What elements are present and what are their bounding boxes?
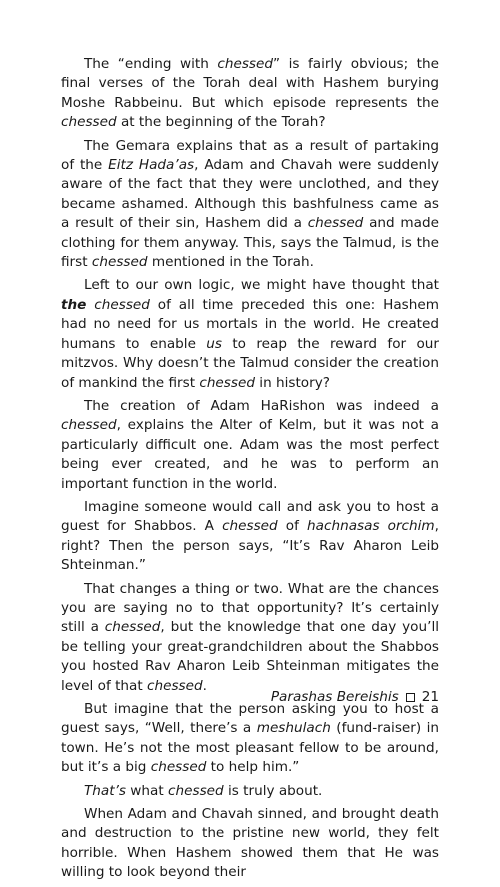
text-run: of all time preceded this one: Hashem had no need for us mortals in the world. He created humans to enable bbox=[61, 296, 439, 352]
emphasis-italic: Eitz Hada’as bbox=[108, 157, 195, 174]
text-run: But imagine that the person asking you to host a guest says, “Well, there’s a bbox=[61, 701, 439, 737]
paragraph bbox=[61, 805, 439, 883]
emphasis-italic: chessed bbox=[61, 114, 117, 131]
emphasis-italic: chessed bbox=[168, 782, 224, 799]
emphasis-italic: chessed bbox=[94, 296, 150, 313]
text-run: When Adam and Chavah sinned, and brought death and destruction to the pristine new world, they felt horrible. When Hashem showed them that He was willing to look beyond their bbox=[61, 806, 439, 881]
text-run: (fund-raiser) in town. He’s not the most pleasant fellow to be around, but it’s a big bbox=[61, 720, 439, 776]
emphasis-bold-italic: the bbox=[61, 296, 87, 313]
emphasis-italic: That’s bbox=[84, 782, 126, 799]
text-run: to help him.” bbox=[206, 759, 300, 776]
emphasis-italic: chessed bbox=[199, 374, 255, 391]
paragraph bbox=[61, 700, 439, 778]
paragraph bbox=[61, 782, 439, 801]
text-run: Imagine someone would call and ask you to host a guest for Shabbos. A bbox=[61, 498, 439, 535]
page-number: 21 bbox=[421, 689, 439, 705]
text-run: , Adam and Chavah were suddenly aware of the fact that they were unclothed, and they became ashamed. Although this bashfulness came as a result of their sin, Hashem did a bbox=[61, 157, 439, 232]
paragraph bbox=[61, 137, 439, 273]
paragraph bbox=[61, 498, 439, 576]
text-run: , explains the Alter of Kelm, but it was not a particularly difficult one. Adam was the most perfect being ever created, and he was to perform an important function in the world. bbox=[61, 417, 439, 492]
paragraph bbox=[61, 397, 439, 494]
emphasis-italic: meshulach bbox=[256, 720, 331, 737]
text-run: in history? bbox=[254, 374, 330, 391]
page-footer bbox=[271, 689, 439, 705]
emphasis-italic: chessed bbox=[104, 619, 161, 636]
text-run: Left to our own logic, we might have thought that bbox=[84, 277, 439, 294]
emphasis-italic: chessed bbox=[307, 215, 364, 232]
paragraph bbox=[61, 276, 439, 392]
text-run: is truly about. bbox=[223, 782, 323, 799]
paragraph bbox=[61, 580, 439, 696]
emphasis-italic: chessed bbox=[217, 56, 273, 72]
text-run: , right? Then the person says, “It’s Rav Aharon Leib Shteinman.” bbox=[61, 518, 439, 574]
text-run: what bbox=[125, 782, 169, 799]
text-run: mentioned in the Torah. bbox=[147, 254, 314, 271]
text-run: ” is fairly obvious; the final verses of the Torah deal with Hashem burying Moshe Rabbeinu. But which episode represents the bbox=[61, 56, 439, 111]
text-run: , but the knowledge that one day you’ll be telling your great-grandchildren about the Shabbos you hosted Rav Aharon Leib Shteinman mitigates the level of that bbox=[61, 619, 439, 694]
emphasis-italic: chessed bbox=[147, 677, 203, 694]
emphasis-italic: us bbox=[206, 335, 222, 352]
running-head: Parashas Bereishis bbox=[270, 689, 399, 705]
text-run: of bbox=[277, 518, 308, 535]
text-run: The “ending with bbox=[84, 56, 218, 72]
text-column bbox=[61, 55, 439, 883]
text-run: and made clothing for them anyway. This, says the Talmud, is the first bbox=[61, 215, 439, 271]
text-run: at the beginning of the Torah? bbox=[116, 114, 326, 131]
emphasis-italic: chessed bbox=[150, 759, 207, 776]
text-run: The creation of Adam HaRishon was indeed a bbox=[84, 397, 439, 414]
page-body bbox=[61, 55, 439, 887]
paragraph bbox=[61, 55, 439, 133]
emphasis-italic: chessed bbox=[61, 417, 117, 434]
emphasis-italic: hachnasas orchim bbox=[307, 518, 435, 535]
text-run: The Gemara explains that as a result of partaking of the bbox=[61, 137, 439, 174]
square-separator-icon bbox=[406, 693, 415, 702]
emphasis-italic: chessed bbox=[222, 518, 278, 535]
text-run: That changes a thing or two. What are the chances you are saying no to that opportunity? It’s certainly still a bbox=[61, 580, 439, 636]
text-run: . bbox=[202, 677, 207, 694]
text-run: to reap the reward for our mitzvos. Why doesn’t the Talmud consider the creation of mankind the first bbox=[61, 335, 439, 391]
emphasis-italic: chessed bbox=[91, 254, 148, 271]
